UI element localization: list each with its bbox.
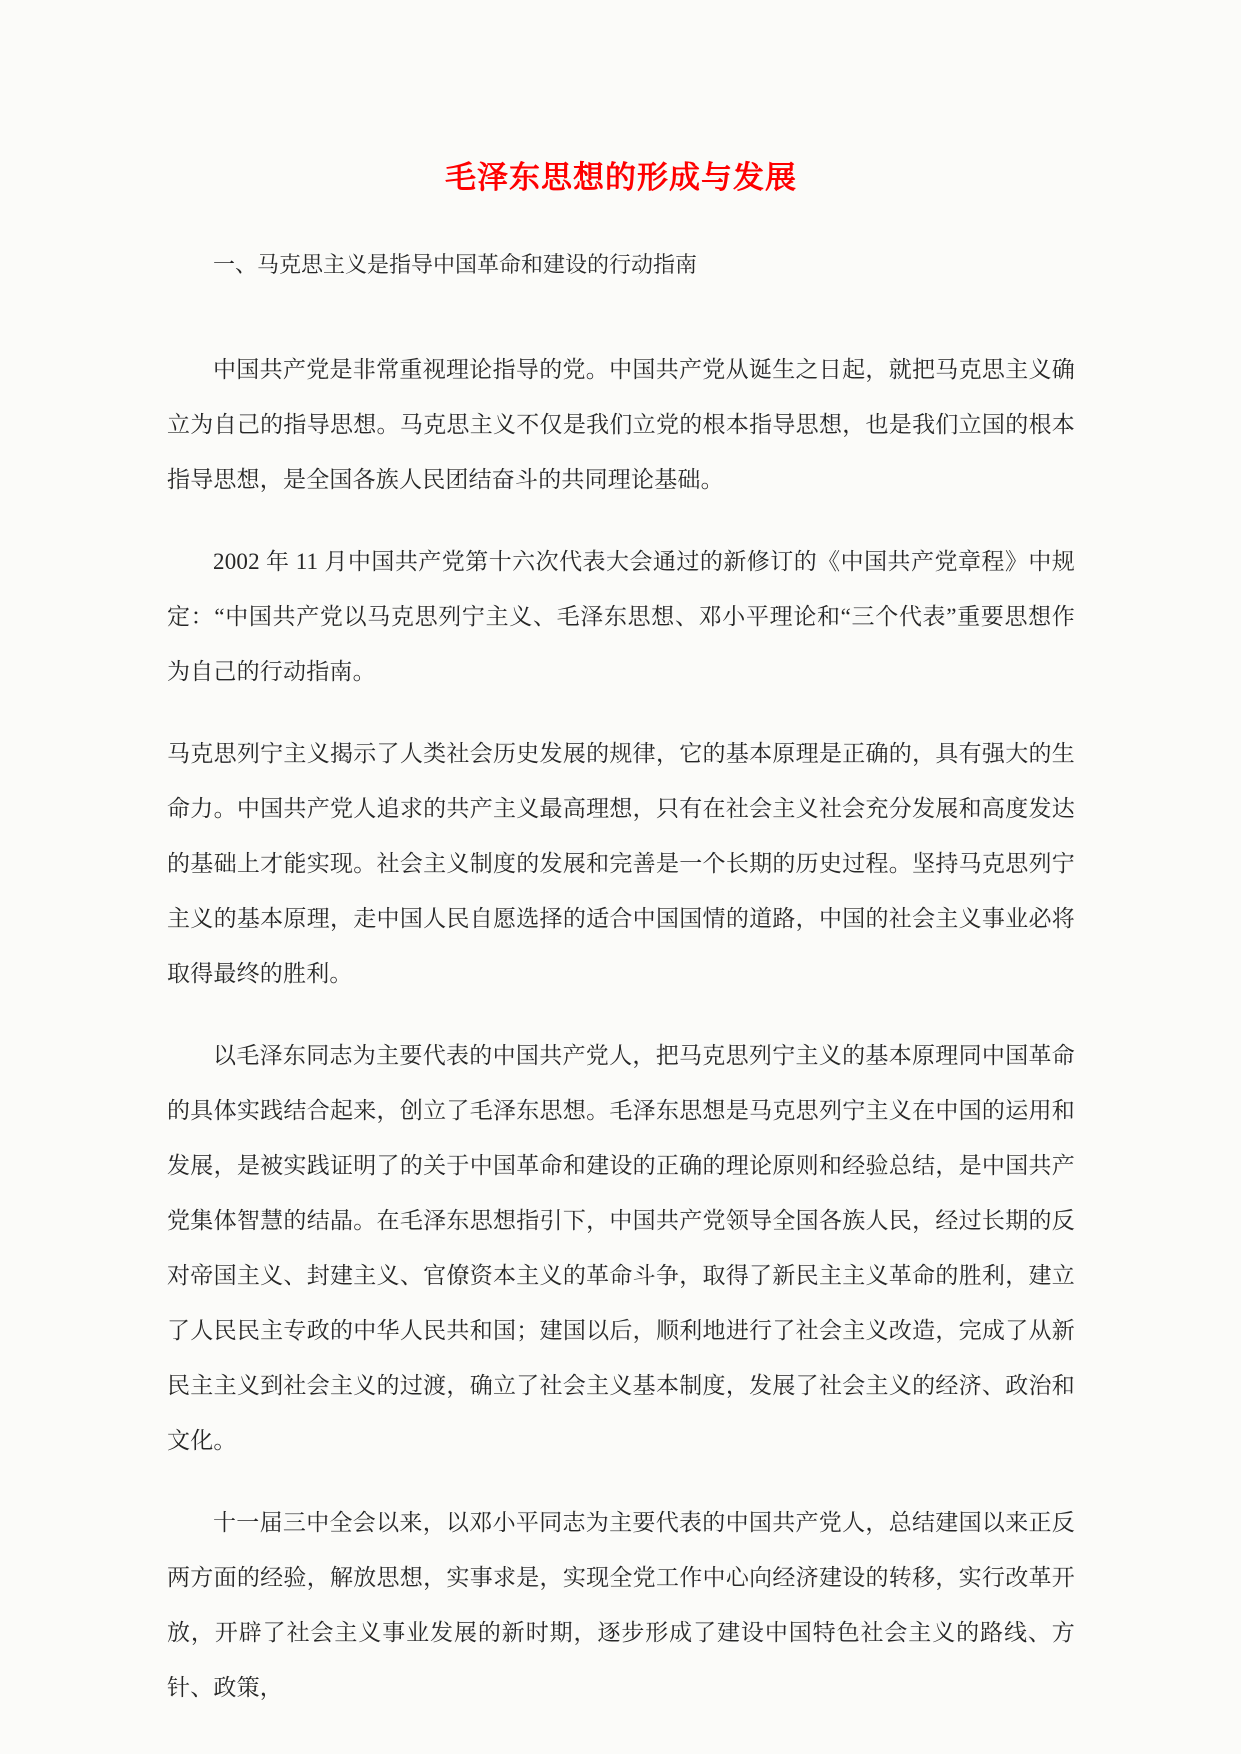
- paragraph-3: 马克思列宁主义揭示了人类社会历史发展的规律，它的基本原理是正确的，具有强大的生命力。中国共产党人追求的共产主义最高理想，只有在社会主义社会充分发展和高度发达的基础上才能实现。社会主义制度的发展和完善是一个长期的历史过程。坚持马克思列宁主义的基本原理，走中国人民自愿选择的适合中国国情的道路，中国的社会主义事业必将取得最终的胜利。: [167, 740, 1075, 986]
- section-heading: 一、马克思主义是指导中国革命和建设的行动指南: [213, 251, 698, 277]
- paragraph-1: 中国共产党是非常重视理论指导的党。中国共产党从诞生之日起，就把马克思主义确立为自己的指导思想。马克思主义不仅是我们立党的根本指导思想，也是我们立国的根本指导思想，是全国各族人民团结奋斗的共同理论基础。: [167, 356, 1075, 492]
- document-title: 毛泽东思想的形成与发展: [445, 159, 797, 195]
- paragraph-4: 以毛泽东同志为主要代表的中国共产党人，把马克思列宁主义的基本原理同中国革命的具体实践结合起来，创立了毛泽东思想。毛泽东思想是马克思列宁主义在中国的运用和发展，是被实践证明了的关于中国革命和建设的正确的理论原则和经验总结，是中国共产党集体智慧的结晶。在毛泽东思想指引下，中国共产党领导全国各族人民，经过长期的反对帝国主义、封建主义、官僚资本主义的革命斗争，取得了新民主主义革命的胜利，建立了人民民主专政的中华人民共和国；建国以后，顺利地进行了社会主义改造，完成了从新民主主义到社会主义的过渡，确立了社会主义基本制度，发展了社会主义的经济、政治和文化。: [167, 1042, 1075, 1453]
- paragraph-2: 2002 年 11 月中国共产党第十六次代表大会通过的新修订的《中国共产党章程》中规定：“中国共产党以马克思列宁主义、毛泽东思想、邓小平理论和“三个代表”重要思想作为自己的行动指南。: [167, 548, 1075, 684]
- paragraph-5: 十一届三中全会以来，以邓小平同志为主要代表的中国共产党人，总结建国以来正反两方面的经验，解放思想，实事求是，实现全党工作中心向经济建设的转移，实行改革开放，开辟了社会主义事业发展的新时期，逐步形成了建设中国特色社会主义的路线、方针、政策，: [167, 1509, 1075, 1700]
